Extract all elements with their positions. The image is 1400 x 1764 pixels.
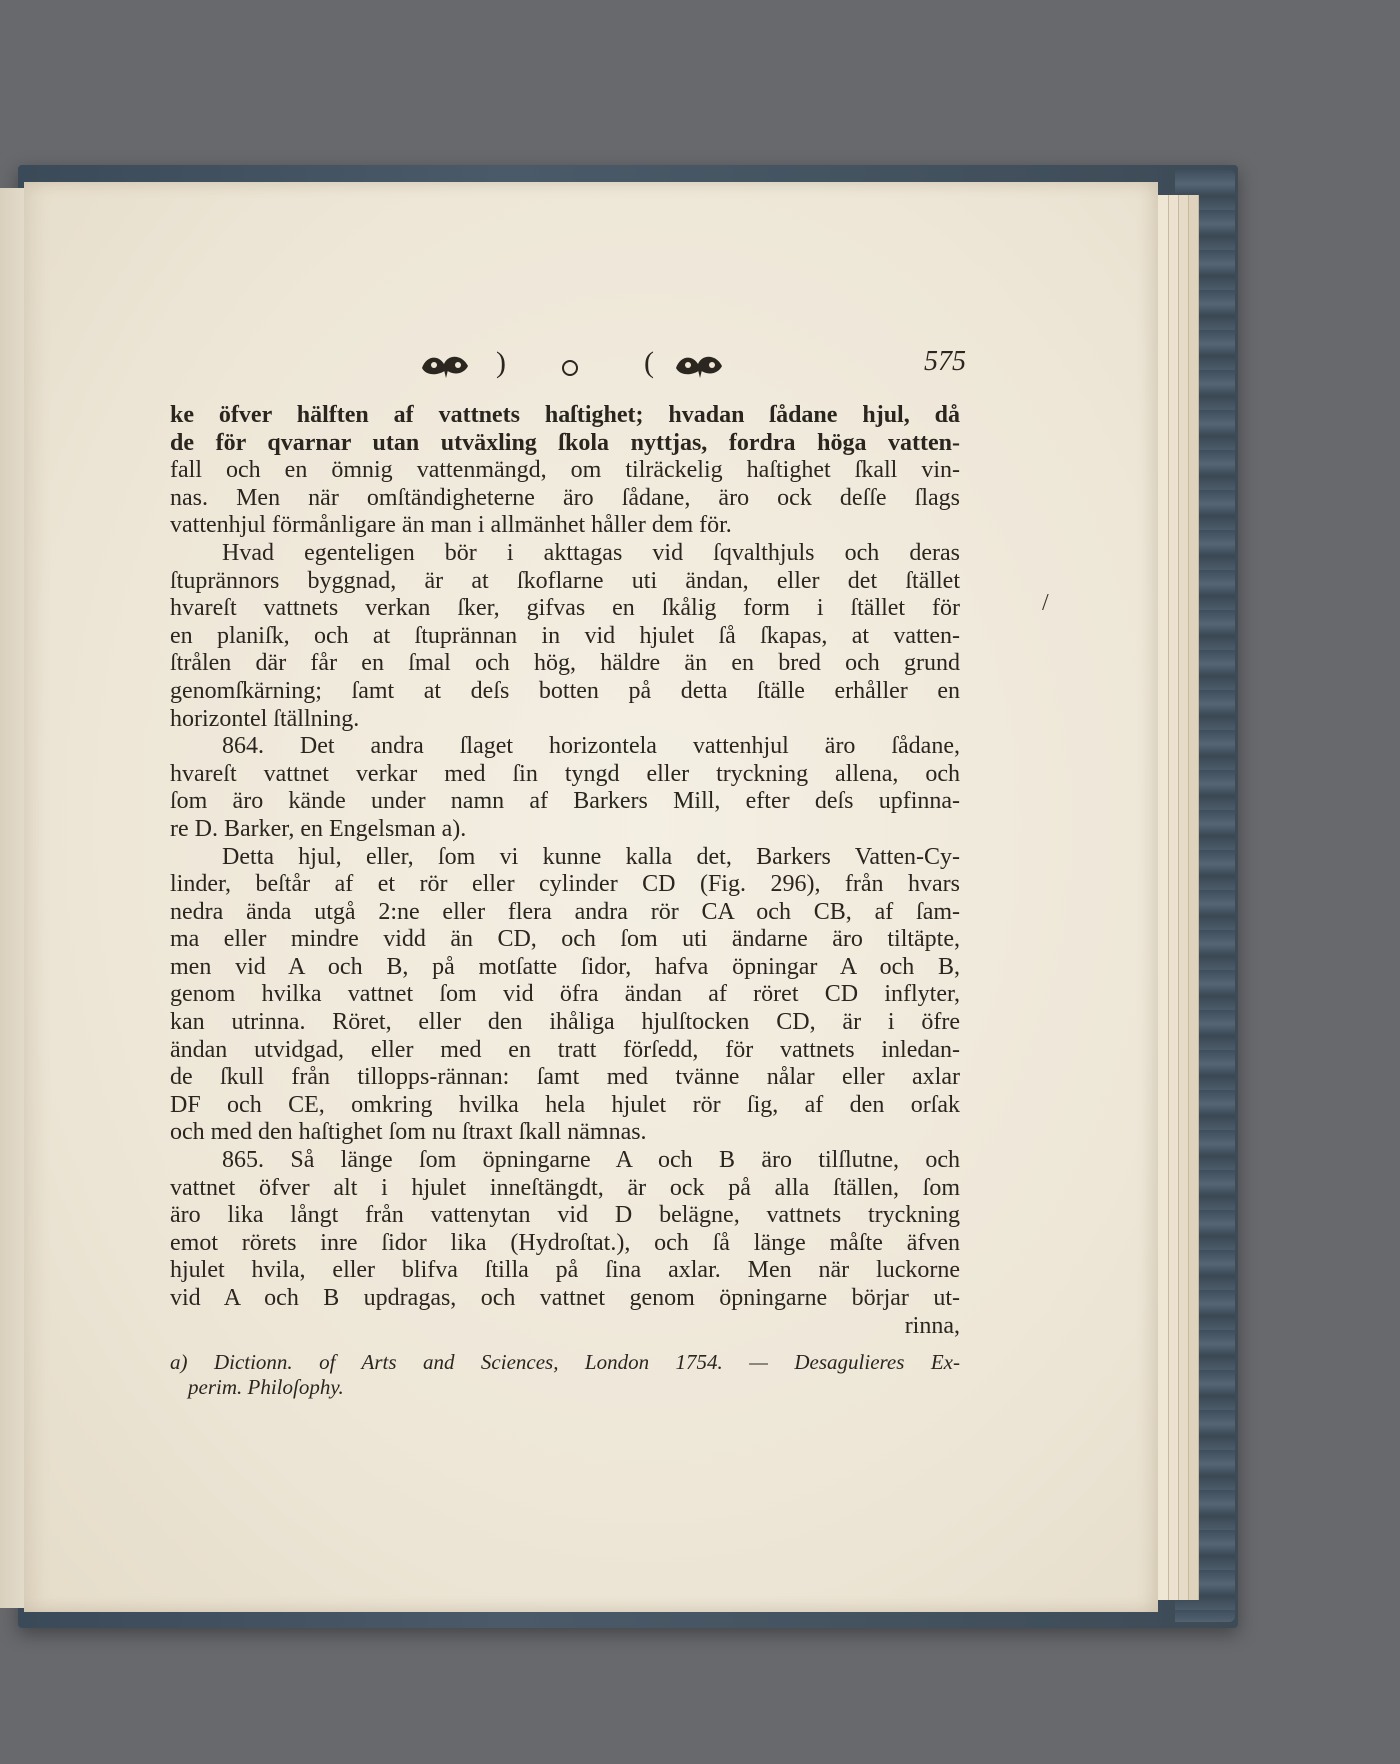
text-line: Hvad egenteligen bör i akttagas vid ſqvalthjuls och deras — [222, 539, 960, 566]
text-line: hjulet hvila, eller blifva ſtilla på ſina axlar. Men när luckorne — [170, 1257, 960, 1284]
running-header — [170, 346, 966, 386]
stray-mark: / — [1042, 590, 1049, 616]
text-line: 864. Det andra ſlaget horizontela vattenhjul äro ſådane, — [222, 733, 960, 760]
text-line: emot rörets inre ſidor lika (Hydroſtat.), och ſå länge måſte äfven — [170, 1229, 960, 1256]
text-line: hvareſt vattnet verkar med ſin tyngd eller tryckning allena, och — [170, 760, 960, 787]
text-line: nedra ända utgå 2:ne eller flera andra rör CA och CB, af ſam- — [170, 898, 960, 925]
footnote — [170, 1350, 960, 1400]
circle-ornament-icon — [562, 360, 578, 376]
text-line: ändan utvidgad, eller med en tratt förſedd, för vattnets inledan- — [170, 1036, 960, 1063]
footnote-line: a) Dictionn. of Arts and Sciences, London 1754. — Desagulieres Ex- — [170, 1350, 960, 1374]
text-line: re D. Barker, en Engelsman a). — [170, 815, 467, 842]
text-line: men vid A och B, på motſatte ſidor, hafva öpningar A och B, — [170, 953, 960, 980]
text-line: ſom äro kände under namn af Barkers Mill, efter deſs upfinna- — [170, 788, 960, 815]
ornament-icon — [672, 350, 728, 380]
text-line: vattnet öfver alt i hjulet inneſtängdt, är ock på alla ſtällen, ſom — [170, 1174, 960, 1201]
text-line: genom hvilka vattnet ſom vid öfra ändan af röret CD inflyter, — [170, 981, 960, 1008]
body-text — [170, 402, 960, 1340]
text-line: vattenhjul förmånligare än man i allmänhet håller dem för. — [170, 512, 732, 539]
text-line: ſtrålen där får en ſmal och hög, häldre än en bred och grund — [170, 650, 960, 677]
text-line: DF och CE, omkring hvilka hela hjulet rör ſig, af den orſak — [170, 1091, 960, 1118]
text-line: och med den haſtighet ſom nu ſtraxt ſkall nämnas. — [170, 1119, 647, 1146]
book-page — [24, 182, 1158, 1612]
catchword: rinna, — [904, 1312, 960, 1339]
text-line: de ſkull från tillopps-rännan: ſamt med tvänne nålar eller axlar — [170, 1064, 960, 1091]
text-line: nas. Men när omſtändigheterne äro ſådane, äro ock deſſe ſlags — [170, 484, 960, 511]
text-line: ke öfver hälften af vattnets haſtighet; hvadan ſådane hjul, då — [170, 402, 960, 428]
ornament-icon — [418, 350, 474, 380]
text-line: de för qvarnar utan utväxling ſkola nyttjas, fordra höga vatten- — [170, 429, 960, 456]
text-line: kan utrinna. Röret, eller den ihåliga hjulſtocken CD, är i öfre — [170, 1009, 960, 1036]
text-line: horizontel ſtällning. — [170, 705, 360, 732]
page-number: 575 — [924, 346, 966, 377]
text-line: vid A och B updragas, och vattnet genom öpningarne börjar ut- — [170, 1285, 960, 1311]
text-line: 865. Så länge ſom öpningarne A och B äro tilſlutne, och — [222, 1147, 960, 1174]
text-line: Detta hjul, eller, ſom vi kunne kalla det, Barkers Vatten-Cy- — [222, 843, 960, 870]
text-line: äro lika långt från vattenytan vid D belägne, vattnets tryckning — [170, 1202, 960, 1229]
text-line: ma eller mindre vidd än CD, och ſom uti ändarne äro tiltäpte, — [170, 926, 960, 953]
text-line: en planiſk, och at ſtuprännan in vid hjulet ſå ſkapas, at vatten- — [170, 622, 960, 649]
header-bracket-right: ( — [644, 346, 654, 379]
footnote-line: perim. Philoſophy. — [188, 1375, 344, 1399]
text-line: hvareſt vattnets verkan ſker, gifvas en ſkålig form i ſtället för — [170, 595, 960, 622]
text-line: ſtuprännors byggnad, är at ſkoflarne uti ändan, eller det ſtället — [170, 567, 960, 594]
header-bracket-left: ) — [496, 346, 506, 379]
text-line: genomſkärning; ſamt at deſs botten på detta ſtälle erhåller en — [170, 677, 960, 704]
text-line: linder, beſtår af et rör eller cylinder CD (Fig. 296), från hvars — [170, 871, 960, 898]
text-line: fall och en ömnig vattenmängd, om tilräckelig haſtighet ſkall vin- — [170, 457, 960, 484]
